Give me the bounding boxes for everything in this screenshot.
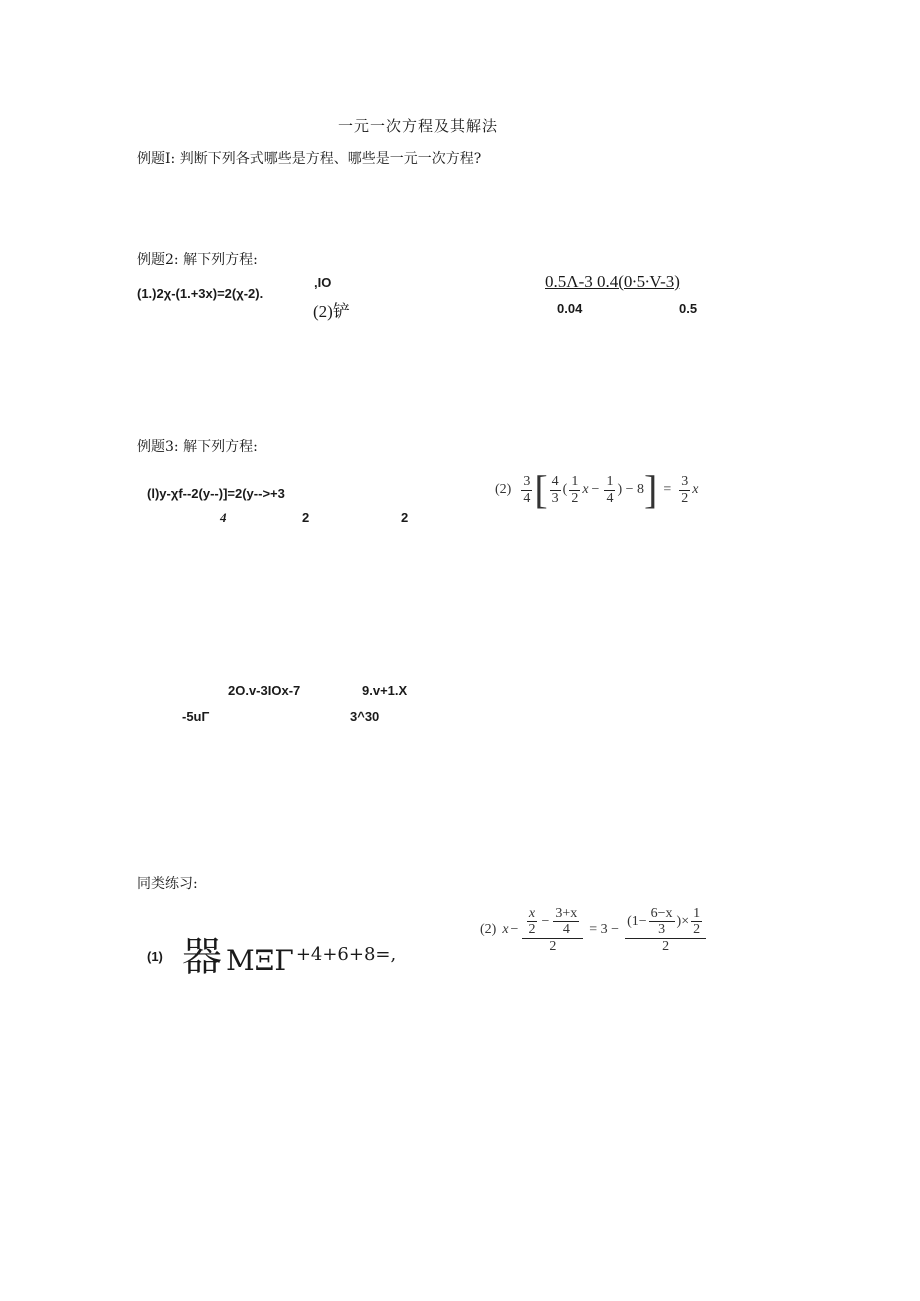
practice-q1-tail: +4+6+8=, bbox=[295, 944, 397, 965]
minus-eight: ) − 8 bbox=[617, 482, 645, 497]
example3-equation-3-right: 9.v+1.X bbox=[362, 683, 408, 698]
practice-q1-equation bbox=[182, 925, 396, 982]
example3-equation-3-left: 2O.v-3IOx-7 bbox=[228, 683, 301, 698]
practice-q2-x: x bbox=[502, 922, 509, 938]
practice-q2-equation bbox=[480, 906, 708, 954]
page-title: 一元一次方程及其解法 bbox=[338, 117, 499, 135]
fraction-1-2b: $\frac{1}{2}$ bbox=[693, 906, 701, 938]
fraction-6mx-3: $\frac{6-x}{3}$ bbox=[650, 906, 673, 938]
fraction-1-4: $\frac{1}{4}$ bbox=[606, 474, 614, 506]
fraction-3px-4: $\frac{3+x}{4}$ bbox=[555, 906, 578, 938]
example2-equation-1: (1.)2χ-(1.+3x)=2(χ-2). bbox=[137, 286, 264, 301]
practice-q2-compound-fraction-1: $\frac{x}{2}$ − $\frac{3+x}{4}$ 2 bbox=[522, 906, 583, 954]
fraction-4-3: $\frac{4}{3}$ bbox=[551, 474, 559, 506]
practice-q2-equals-three: = 3 − bbox=[589, 922, 620, 938]
example3-eq1-sub-c: 2 bbox=[401, 510, 409, 525]
left-paren: ( bbox=[562, 482, 568, 497]
example2-io-mark: ,IO bbox=[314, 275, 332, 290]
practice-q2-marker: (2) bbox=[480, 922, 497, 938]
fraction-3-2: $\frac{3}{2}$ bbox=[681, 474, 689, 506]
practice-q2-minus: − bbox=[510, 922, 519, 938]
example3-label: 例题3: 解下列方程: bbox=[137, 439, 258, 455]
minus-sign: − bbox=[591, 482, 600, 497]
example3-eq1-sub-b: 2 bbox=[302, 510, 310, 525]
example3-eq2-marker: (2) bbox=[495, 482, 512, 497]
variable-x: x bbox=[582, 482, 589, 497]
equals-sign: = bbox=[663, 482, 672, 497]
practice-q2-compound-fraction-2: (1− $\frac{6-x}{3}$ )× $\frac{1}{2}$ 2 bbox=[625, 906, 706, 954]
example2-denominator-left: 0.04 bbox=[557, 301, 583, 316]
example2-denominator-right: 0.5 bbox=[679, 301, 698, 316]
example3-equation-1: (l)y-χf--2(y--)]=2(y-->+3 bbox=[147, 486, 285, 501]
example3-equation-3-denominator-right: 3^30 bbox=[350, 709, 380, 724]
example1-label: 例题I: 判断下列各式哪些是方程、哪些是一元一次方程? bbox=[137, 151, 482, 167]
example3-eq1-sub-a: 4 bbox=[220, 510, 227, 525]
example3-equation-3-denominator-left: -5uΓ bbox=[182, 709, 210, 724]
practice-q1-glyph: 器 bbox=[182, 934, 222, 980]
example2-fraction-numerators: 0.5Λ-3 0.4(0∙5∙V-3) bbox=[545, 272, 680, 291]
practice-q1-rest: MΞΓ bbox=[226, 944, 294, 977]
example2-label: 例题2: 解下列方程: bbox=[137, 252, 258, 268]
practice-label: 同类练习: bbox=[137, 876, 198, 892]
practice-q1-marker: (1) bbox=[147, 949, 163, 964]
rhs-variable-x: x bbox=[692, 482, 699, 497]
example2-equation-2-prefix: (2)铲 bbox=[313, 302, 350, 321]
left-bracket: [ bbox=[534, 467, 548, 512]
example3-equation-2 bbox=[495, 467, 699, 512]
right-bracket: ] bbox=[644, 467, 658, 512]
fraction-x-2: $\frac{x}{2}$ bbox=[528, 906, 536, 938]
fraction-1-2: $\frac{1}{2}$ bbox=[571, 474, 579, 506]
fraction-3-4: $\frac{3}{4}$ bbox=[523, 474, 531, 506]
